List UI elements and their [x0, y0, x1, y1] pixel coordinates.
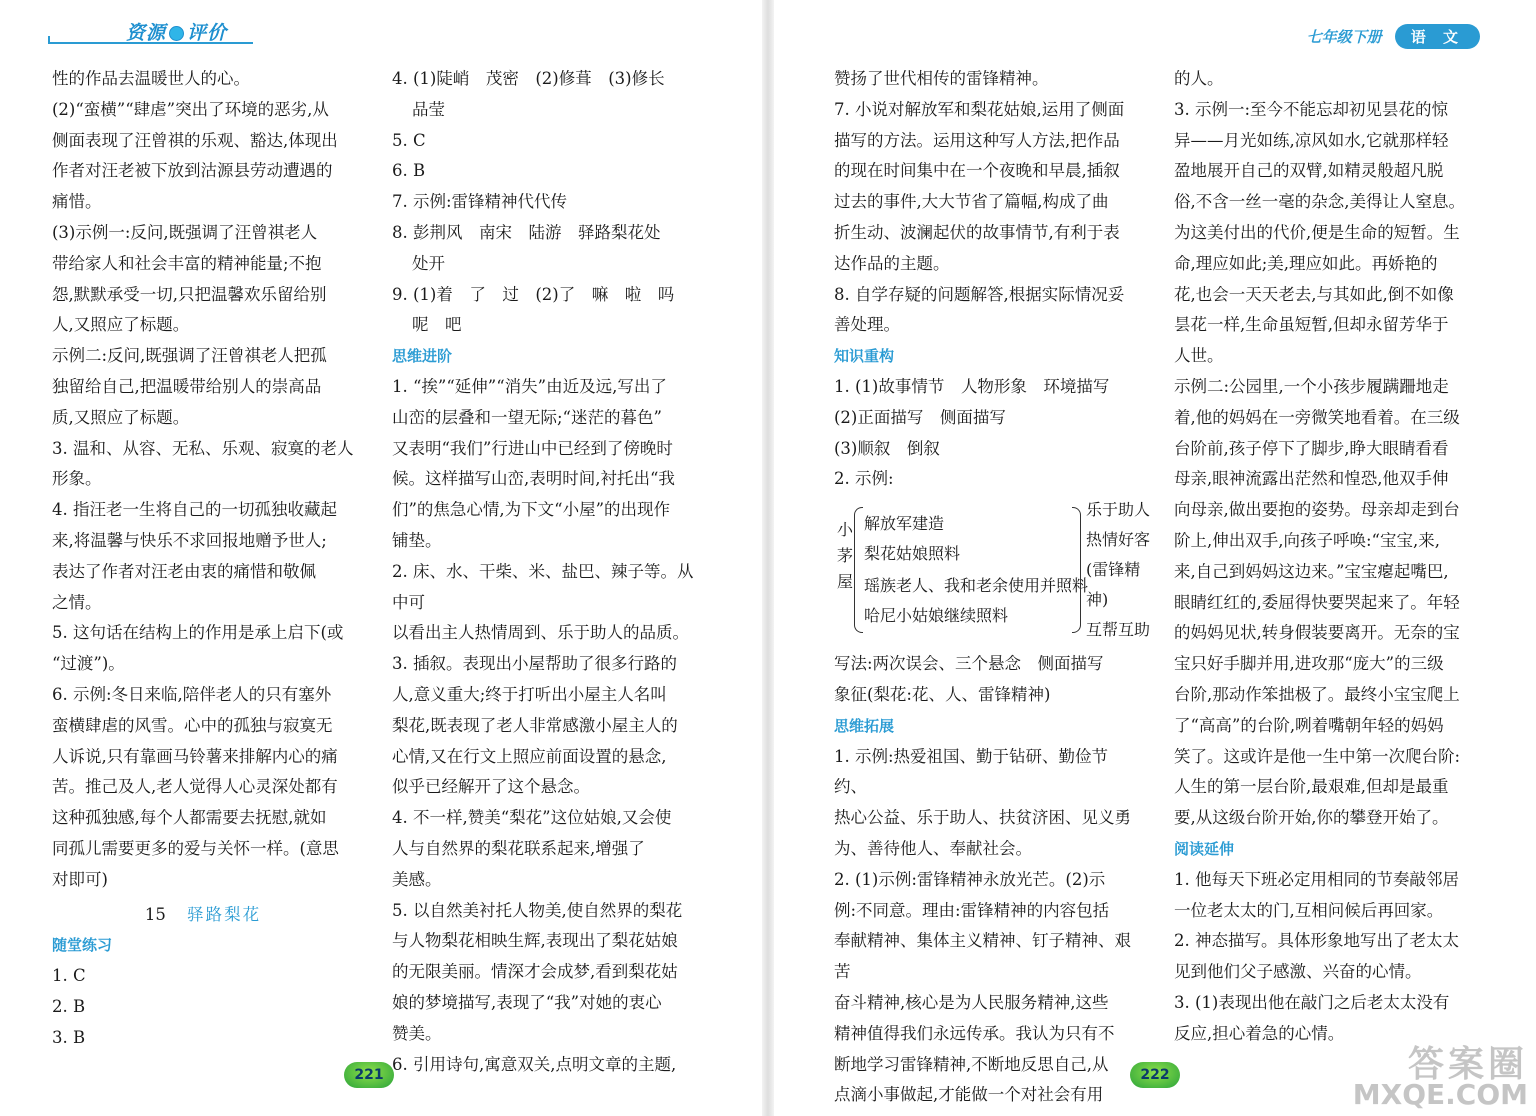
text-line: 梨花,既表现了老人非常感激小屋主人的	[392, 715, 678, 735]
text-line: 着,他的妈妈在一旁微笑地看着。在三级	[1174, 407, 1460, 427]
text-line: 为、善待他人、奉献社会。	[834, 838, 1032, 858]
text-line: 奋斗精神,核心是为人民服务精神,这些	[834, 992, 1109, 1012]
column-1	[52, 64, 354, 1054]
text-line: 4. 不一样,赞美“梨花”这位姑娘,又会使	[392, 808, 672, 828]
brand-dot-icon	[169, 26, 184, 41]
text-line: 3. 示例一:至今不能忘却初见昙花的惊	[1174, 99, 1449, 119]
diagram-right-text: 神)	[1086, 590, 1109, 610]
section-heading-practice: 随堂练习	[52, 936, 113, 955]
text-line: 3. 插叙。表现出小屋帮助了很多行路的	[392, 654, 677, 674]
text-line: 1. 他每天下班必定用相同的节奏敲邻居	[1174, 869, 1459, 889]
text-line: 5. 这句话在结构上的作用是承上启下(或	[52, 623, 344, 643]
text-line: 善处理。	[834, 315, 900, 335]
text-line: (2)“蛮横”“肆虐”突出了环境的恶劣,从	[52, 99, 329, 119]
text-line: 达作品的主题。	[834, 253, 950, 273]
text-line: 断地学习雷锋精神,不断地反思自己,从	[834, 1054, 1109, 1074]
text-line: “过渡”)。	[52, 654, 125, 674]
text-line: 质,又照应了标题。	[52, 407, 190, 427]
diagram-left-brace	[854, 507, 863, 633]
diagram-right-text: (雷锋精	[1086, 560, 1141, 580]
text-line: 苦。推己及人,老人觉得人心灵深处都有	[52, 777, 338, 797]
col1-body	[52, 64, 354, 896]
section-heading-advance: 思维进阶	[392, 347, 453, 366]
right-header	[1307, 24, 1480, 50]
col2-part-b	[392, 372, 700, 1080]
diagram-right-text: 乐于助人	[1086, 500, 1151, 520]
diagram-left-label: 小 茅 屋	[836, 520, 853, 592]
text-line: 山峦的层叠和一望无际;“迷茫的暮色”	[392, 407, 662, 427]
text-line: 候。这样描写山峦,表明时间,衬托出“我	[392, 469, 675, 489]
text-line: 2. 床、水、干柴、米、盐巴、辣子等。从中可	[392, 561, 694, 612]
text-line: 作者对汪老被下放到沽源县劳动遭遇的	[52, 161, 333, 181]
text-line: 9. (1)着 了 过 (2)了 嘛 啦 吗	[392, 284, 675, 304]
text-line: 命,理应如此;美,理应如此。再娇艳的	[1174, 253, 1438, 273]
text-line: 5. 以自然美衬托人物美,使自然界的梨花	[392, 900, 683, 920]
text-line: 见到他们父子感激、兴奋的心情。	[1174, 962, 1422, 982]
diagram-item: 哈尼小姑娘继续照料	[864, 606, 1009, 626]
col3-part-b	[834, 372, 1140, 495]
chapter-heading: 15 驿路梨花	[144, 904, 262, 924]
page-number-left: 221	[344, 1062, 394, 1088]
text-line: 形象。	[52, 469, 102, 489]
text-line: (3)示例一:反问,既强调了汪曾祺老人	[52, 222, 318, 242]
text-line: 人诉说,只有靠画马铃薯来排解内心的痛	[52, 746, 338, 766]
text-line: 写法:两次误会、三个悬念 侧面描写	[834, 654, 1104, 674]
text-line: 笑了。这或许是他一生中第一次爬台阶:	[1174, 746, 1461, 766]
text-line: 以看出主人热情周到、乐于助人的品质。	[392, 623, 689, 643]
text-line: 阶上,伸出双手,向孩子呼唤:“宝宝,来,	[1174, 530, 1440, 550]
text-line: 对即可)	[52, 869, 108, 889]
column-4	[1174, 64, 1474, 1050]
text-line: 的现在时间集中在一个夜晚和早晨,插叙	[834, 161, 1120, 181]
col4-part-a	[1174, 64, 1474, 834]
text-line: (2)正面描写 侧面描写	[834, 407, 1006, 427]
text-line: 2. 示例:	[834, 469, 894, 489]
text-line: 6. B	[392, 161, 426, 181]
text-line: 人,又照应了标题。	[52, 315, 190, 335]
text-line: 表达了作者对汪老由衷的痛惜和敬佩	[52, 561, 316, 581]
text-line: 人与自然界的梨花联系起来,增强了	[392, 838, 645, 858]
text-line: 痛惜。	[52, 192, 102, 212]
text-line: 精神值得我们永远传承。我认为只有不	[834, 1023, 1115, 1043]
text-line: 台阶前,孩子停下了脚步,睁大眼睛看看	[1174, 438, 1449, 458]
text-line: 3. (1)表现出他在敲门之后老太太没有	[1174, 992, 1450, 1012]
text-line: 1. (1)故事情节 人物形象 环境描写	[834, 376, 1110, 396]
text-line: 带给家人和社会丰富的精神能量;不抱	[52, 253, 322, 273]
column-2	[392, 64, 700, 1080]
col2-part-a	[392, 64, 700, 341]
text-line: 又表明“我们”行进山中已经到了傍晚时	[392, 438, 673, 458]
text-line: 母亲,眼神流露出茫然和惶恐,他双手伸	[1174, 469, 1449, 489]
text-line: 8. 自学存疑的问题解答,根据实际情况妥	[834, 284, 1125, 304]
text-line: 点滴小事做起,才能做一个对社会有用	[834, 1085, 1104, 1105]
text-line: 同孤儿需要更多的爱与关怀一样。(意思	[52, 838, 339, 858]
col1-tail	[52, 961, 354, 1053]
text-line: 6. 引用诗句,寓意双关,点明文章的主题,	[392, 1054, 677, 1074]
text-line: 之情。	[52, 592, 102, 612]
text-line: 异——月光如练,凉风如水,它就那样轻	[1174, 130, 1449, 150]
text-line: 3. 温和、从容、无私、乐观、寂寞的老人	[52, 438, 354, 458]
text-line: 呢 吧	[412, 315, 462, 335]
text-line: 向母亲,做出要抱的姿势。母亲却走到台	[1174, 500, 1460, 520]
text-line: 这种孤独感,每个人都需要去抚慰,就如	[52, 808, 327, 828]
text-line: 的妈妈见状,转身假装要离开。无奈的宝	[1174, 623, 1460, 643]
col4-part-b	[1174, 865, 1474, 1050]
text-line: 7. 示例:雷锋精神代代传	[392, 192, 568, 212]
text-line: 为这美付出的代价,便是生命的短暂。生	[1174, 222, 1460, 242]
right-page	[768, 0, 1536, 1116]
subject-badge: 语 文	[1395, 24, 1480, 49]
diagram-right-text: 互帮互助	[1086, 620, 1151, 640]
text-line: 5. C	[392, 130, 426, 150]
structure-diagram	[834, 497, 1164, 645]
text-line: 似乎已经解开了这个悬念。	[392, 777, 590, 797]
text-line: 4. 指汪老一生将自己的一切孤独收藏起	[52, 500, 337, 520]
text-line: 1. 示例:热爱祖国、勤于钻研、勤俭节约、	[834, 746, 1109, 797]
grade-label: 七年级下册	[1306, 28, 1382, 46]
text-line: 2. B	[52, 996, 86, 1016]
text-line: 4. (1)陡峭 茂密 (2)修葺 (3)修长	[392, 69, 665, 88]
text-line: 例:不同意。理由:雷锋精神的内容包括	[834, 900, 1110, 920]
text-line: 奉献精神、集体主义精神、钉子精神、艰苦	[834, 931, 1131, 982]
section-heading-rebuild: 知识重构	[834, 347, 895, 366]
text-line: 要,从这级台阶开始,你的攀登开始了。	[1174, 808, 1449, 828]
text-line: 人生的第一层台阶,最艰难,但却是最重	[1174, 777, 1449, 797]
text-line: 描写的方法。运用这种写人方法,把作品	[834, 130, 1120, 150]
column-3	[834, 64, 1151, 1111]
col3-part-d	[834, 742, 1140, 1112]
watermark: 答案圈 MXQE.COM	[1352, 1044, 1528, 1111]
text-line: 眼睛红红的,委屈得快要哭起来了。年轻	[1174, 592, 1460, 612]
text-line: 铺垫。	[392, 530, 442, 550]
section-heading-reading: 阅读延伸	[1174, 839, 1235, 858]
text-line: 示例二:反问,既强调了汪曾祺老人把孤	[52, 346, 327, 366]
text-line: 赞美。	[392, 1023, 442, 1043]
text-line: 了“高高”的台阶,咧着嘴朝年轻的妈妈	[1174, 715, 1444, 735]
text-line: 人世。	[1174, 346, 1224, 366]
text-line: 一位老太太的门,互相问候后再回家。	[1174, 900, 1444, 920]
text-line: 2. (1)示例:雷锋精神永放光芒。(2)示	[834, 869, 1106, 889]
col3-part-c	[834, 649, 1140, 711]
text-line: 过去的事件,大大节省了篇幅,构成了曲	[834, 192, 1109, 212]
text-line: 与人物梨花相映生辉,表现出了梨花姑娘	[392, 931, 678, 951]
diagram-right-text: 热情好客	[1086, 530, 1151, 550]
text-line: 盈地展开自己的双臂,如精灵般超凡脱	[1174, 161, 1444, 181]
text-line: 宝只好手脚并用,进攻那“庞大”的三级	[1174, 654, 1444, 674]
text-line: 怨,默默承受一切,只把温馨欢乐留给别	[52, 284, 327, 304]
text-line: 赞扬了世代相传的雷锋精神。	[834, 69, 1049, 88]
text-line: 心情,又在行文上照应前面设置的悬念,	[392, 746, 667, 766]
diagram-right-brace	[1072, 507, 1081, 633]
text-line: 花,也会一天天老去,与其如此,倒不如像	[1174, 284, 1454, 304]
text-line: 的人。	[1174, 69, 1224, 88]
text-line: 俗,不含一丝一毫的杂念,美得让人窒息。	[1174, 192, 1465, 212]
text-line: 台阶,那动作笨拙极了。最终小宝宝爬上	[1174, 684, 1460, 704]
text-line: 6. 示例:冬日来临,陪伴老人的只有塞外	[52, 684, 332, 704]
text-line: 的无限美丽。情深才会成梦,看到梨花姑	[392, 962, 678, 982]
text-line: 独留给自己,把温暖带给别人的崇高品	[52, 376, 322, 396]
text-line: 7. 小说对解放军和梨花姑娘,运用了侧面	[834, 99, 1125, 119]
left-header	[48, 14, 748, 50]
text-line: 蛮横肆虐的风雪。心中的孤独与寂寞无	[52, 715, 333, 735]
text-line: 8. 彭荆风 南宋 陆游 驿路梨花处	[392, 222, 661, 242]
diagram-item: 解放军建造	[864, 514, 945, 534]
diagram-item: 梨花姑娘照料	[864, 544, 961, 564]
text-line: 处开	[412, 253, 445, 273]
text-line: 热心公益、乐于助人、扶贫济困、见义勇	[834, 808, 1131, 828]
text-line: (3)顺叙 倒叙	[834, 438, 940, 458]
text-line: 反应,担心着急的心情。	[1174, 1023, 1345, 1043]
text-line: 娘的梦境描写,表现了“我”对她的衷心	[392, 992, 662, 1012]
col3-part-a	[834, 64, 1140, 341]
text-line: 来,自己到妈妈这边来。”宝宝瘪起嘴巴,	[1174, 561, 1449, 581]
text-line: 品莹	[412, 99, 445, 119]
diagram-item: 瑶族老人、我和老余使用并照料	[864, 576, 1089, 596]
text-line: 侧面表现了汪曾祺的乐观、豁达,体现出	[52, 130, 338, 150]
text-line: 性的作品去温暖世人的心。	[52, 69, 250, 88]
text-line: 人,意义重大;终于打听出小屋主人名叫	[392, 684, 667, 704]
text-line: 1. C	[52, 966, 86, 986]
text-line: 示例二:公园里,一个小孩步履蹒跚地走	[1174, 376, 1449, 396]
text-line: 3. B	[52, 1027, 86, 1047]
text-line: 折生动、波澜起伏的故事情节,有利于表	[834, 222, 1120, 242]
text-line: 象征(梨花:花、人、雷锋精神)	[834, 684, 1051, 704]
text-line: 2. 神态描写。具体形象地写出了老太太	[1174, 931, 1459, 951]
brand-logo: 资源 评价	[126, 22, 228, 44]
page-number-right: 222	[1130, 1062, 1180, 1088]
text-line: 来,将温馨与快乐不求回报地赠予世人;	[52, 530, 327, 550]
text-line: 1. “挨”“延伸”“消失”由近及远,写出了	[392, 376, 667, 396]
text-line: 美感。	[392, 869, 442, 889]
text-line: 昙花一样,生命虽短暂,但却永留芳华于	[1174, 315, 1449, 335]
section-heading-expand: 思维拓展	[834, 716, 895, 735]
text-line: 们”的焦急心情,为下文“小屋”的出现作	[392, 500, 671, 520]
